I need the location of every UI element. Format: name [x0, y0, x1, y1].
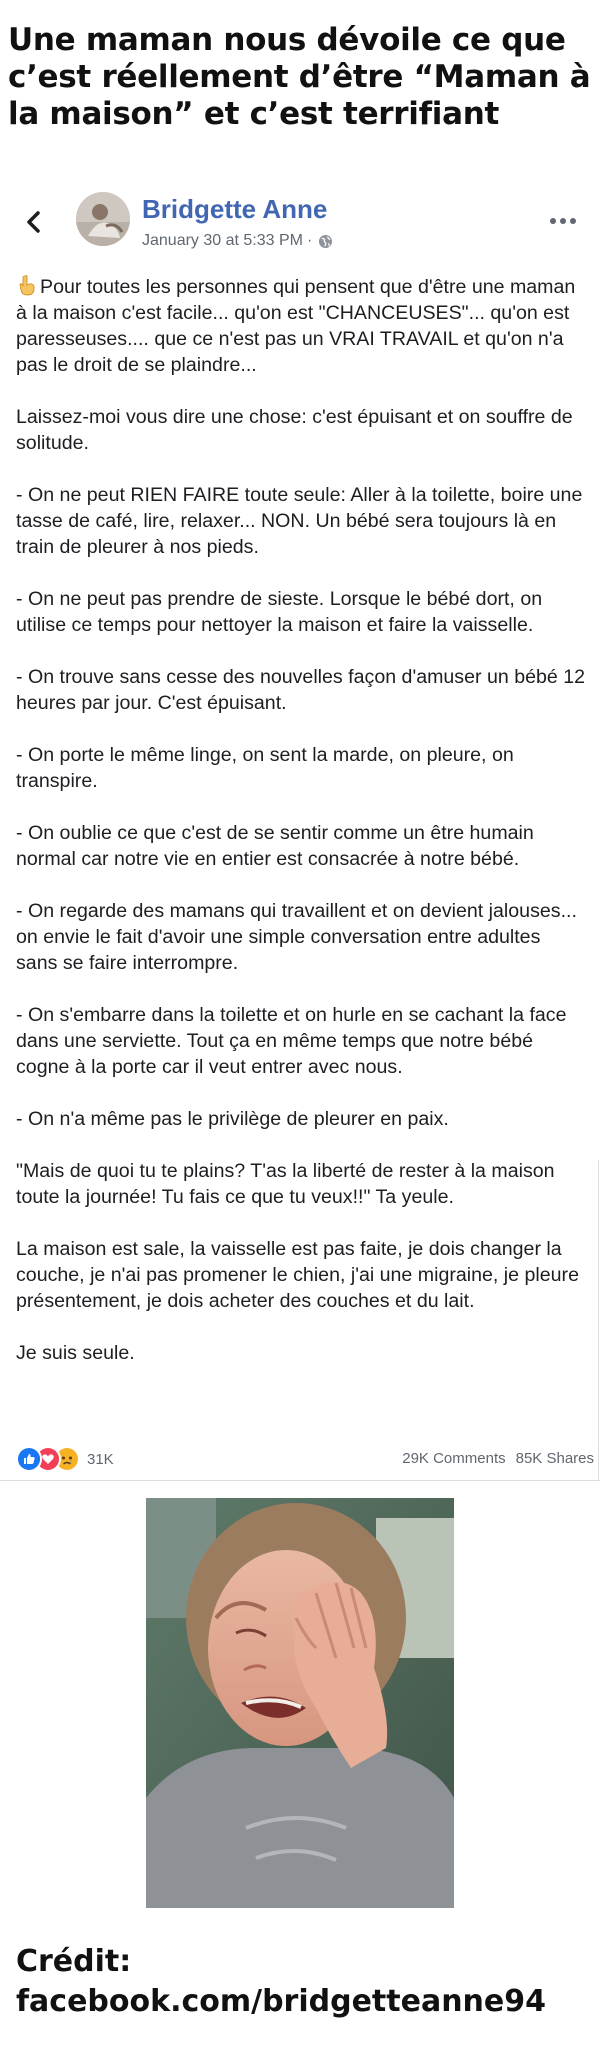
post-paragraph: Laissez-moi vous dire une chose: c'est épuisant et on souffre de solitude.: [16, 406, 573, 454]
post-paragraph: - On trouve sans cesse des nouvelles façon d'amuser un bébé 12 heures par jour. C'est épuisant.: [16, 666, 586, 714]
post-paragraph: - On ne peut pas prendre de sieste. Lorsque le bébé dort, on utilise ce temps pour nettoyer la maison et faire la vaisselle.: [16, 588, 543, 636]
avatar-photo-icon: [76, 192, 130, 246]
more-options-icon[interactable]: [548, 216, 578, 226]
reactions-summary[interactable]: [16, 1446, 114, 1472]
like-icon: [16, 1446, 42, 1472]
raised-hand-icon: [16, 274, 40, 296]
post-paragraph: Pour toutes les personnes qui pensent que d'être une maman à la maison c'est facile... qu'on est "CHANCEUSES"... qu'on est paresseuses.... que ce n'est pas un VRAI TRAVAIL et qu'on n'a pas le droit de se plaindre...: [16, 276, 576, 376]
photo-illustration-icon: [146, 1498, 454, 1908]
credit-link[interactable]: facebook.com/bridgetteanne94: [16, 1984, 547, 2019]
post-paragraph: - On n'a même pas le privilège de pleurer en paix.: [16, 1108, 449, 1130]
post-paragraph: - On regarde des mamans qui travaillent et on devient jalouses... on envie le fait d'avoir une simple conversation entre adultes sans se faire interrompre.: [16, 900, 577, 974]
reaction-count: 31K: [87, 1450, 114, 1468]
post-paragraph: La maison est sale, la vaisselle est pas faite, je dois changer la couche, je n'ai pas promener le chien, j'ai une migraine, je pleure présentement, je dois acheter des couches et du lait.: [16, 1238, 579, 1312]
post-body: [16, 274, 586, 1392]
author-name[interactable]: Bridgette Anne: [142, 194, 328, 224]
credit: [16, 1942, 596, 2022]
facebook-post: [0, 170, 600, 1480]
crying-mother-photo: [146, 1498, 454, 1908]
post-paragraph: - On ne peut RIEN FAIRE toute seule: Aller à la toilette, boire une tasse de café, lire, relaxer... NON. Un bébé sera toujours là en train de pleurer à nos pieds.: [16, 484, 583, 558]
post-stats: [402, 1450, 594, 1467]
post-paragraph: - On oublie ce que c'est de se sentir comme un être humain normal car notre vie en entier est consacrée à notre bébé.: [16, 822, 534, 870]
comments-count[interactable]: 29K Comments: [402, 1450, 506, 1467]
meta-separator: ·: [306, 232, 313, 249]
credit-label: Crédit:: [16, 1944, 132, 1979]
post-paragraph: Je suis seule.: [16, 1342, 135, 1364]
post-date[interactable]: January 30 at 5:33 PM: [142, 232, 303, 249]
post-paragraph: - On s'embarre dans la toilette et on hurle en se cachant la face dans une serviette. Tout ça en même temps que notre bébé cogne à la porte car il veut entrer avec nous.: [16, 1004, 567, 1078]
headline: Une maman nous dévoile ce que c’est réellement d’être “Maman à la maison” et c’est terrifiant: [8, 22, 591, 132]
post-paragraph: "Mais de quoi tu te plains? T'as la liberté de rester à la maison toute la journée! Tu fais ce que tu veux!!" Ta yeule.: [16, 1160, 555, 1208]
avatar[interactable]: [76, 192, 130, 246]
post-footer: [0, 1432, 600, 1481]
post-meta: [142, 232, 333, 250]
shares-count[interactable]: 85K Shares: [515, 1450, 594, 1467]
globe-icon: [318, 234, 333, 249]
back-chevron-icon[interactable]: [24, 210, 44, 234]
post-paragraph: - On porte le même linge, on sent la marde, on pleure, on transpire.: [16, 744, 514, 792]
